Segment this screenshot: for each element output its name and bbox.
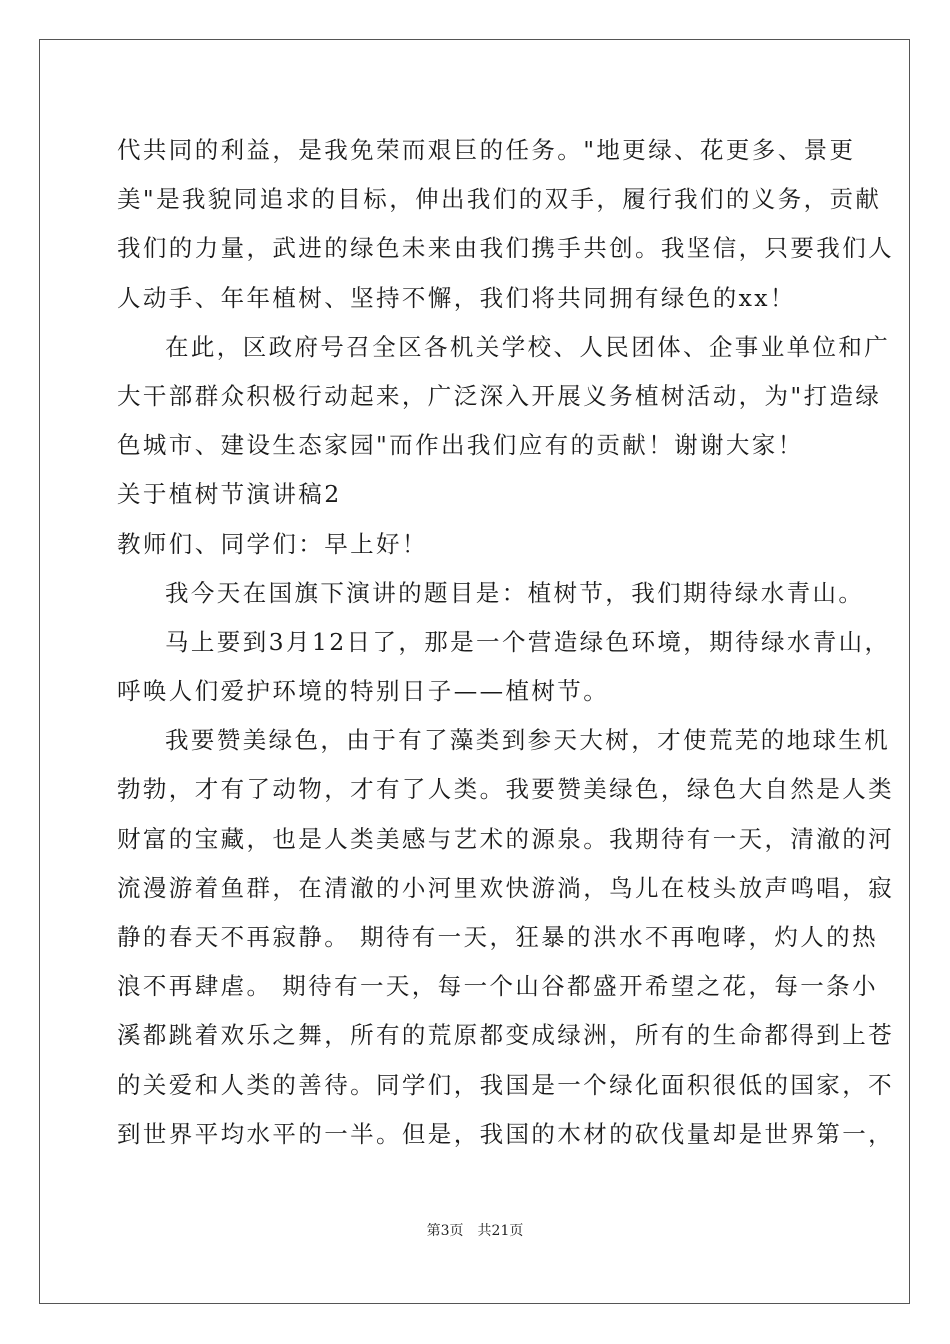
text-line: 我今天在国旗下演讲的题目是：植树节，我们期待绿水青山。	[165, 578, 865, 607]
text-line: 关于植树节演讲稿2	[117, 480, 342, 509]
text-line: 财富的宝藏，也是人类美感与艺术的源泉。我期待有一天，清澈的河	[117, 824, 894, 853]
text-line: 在此，区政府号召全区各机关学校、人民团体、企事业单位和广	[165, 332, 891, 361]
page-total: 共21页	[477, 1223, 524, 1239]
text-line: 浪不再肆虐。 期待有一天，每一个山谷都盛开希望之花，每一条小	[117, 972, 878, 1001]
text-line: 马上要到3月12日了，那是一个营造绿色环境，期待绿水青山，	[165, 627, 891, 656]
text-line: 代共同的利益，是我免荣而艰巨的任务。"地更绿、花更多、景更	[117, 136, 856, 164]
text-line: 大干部群众积极行动起来，广泛深入开展义务植树活动，为"打造绿	[117, 381, 882, 410]
text-line: 溪都跳着欢乐之舞，所有的荒原都变成绿洲，所有的生命都得到上苍	[117, 1021, 894, 1050]
page-number: 第3页	[426, 1223, 464, 1239]
page-footer	[0, 1220, 950, 1240]
text-line: 的关爱和人类的善待。同学们，我国是一个绿化面积很低的国家，不	[117, 1070, 894, 1099]
text-line: 到世界平均水平的一半。但是，我国的木材的砍伐量却是世界第一，	[117, 1119, 894, 1148]
text-line: 美"是我貌同追求的目标，伸出我们的双手，履行我们的义务，贡献	[117, 185, 882, 214]
text-line: 静的春天不再寂静。 期待有一天，狂暴的洪水不再咆哮，灼人的热	[117, 923, 878, 951]
text-line: 呼唤人们爱护环境的特别日子——植树节。	[117, 677, 610, 706]
text-line: 色城市、建设生态家园"而作出我们应有的贡献！谢谢大家！	[117, 431, 804, 460]
text-line: 我们的力量，武进的绿色未来由我们携手共创。我坚信，只要我们人	[117, 234, 894, 263]
text-line: 人动手、年年植树、坚持不懈，我们将共同拥有绿色的xx！	[117, 283, 796, 312]
text-line: 教师们、同学们：早上好！	[117, 529, 428, 558]
text-line: 我要赞美绿色，由于有了藻类到参天大树，才使荒芜的地球生机	[165, 726, 891, 755]
text-line: 流漫游着鱼群，在清澈的小河里欢快游淌，鸟儿在枝头放声鸣唱，寂	[117, 873, 894, 902]
document-body	[117, 126, 894, 1159]
text-line: 勃勃，才有了动物，才有了人类。我要赞美绿色，绿色大自然是人类	[117, 775, 894, 804]
